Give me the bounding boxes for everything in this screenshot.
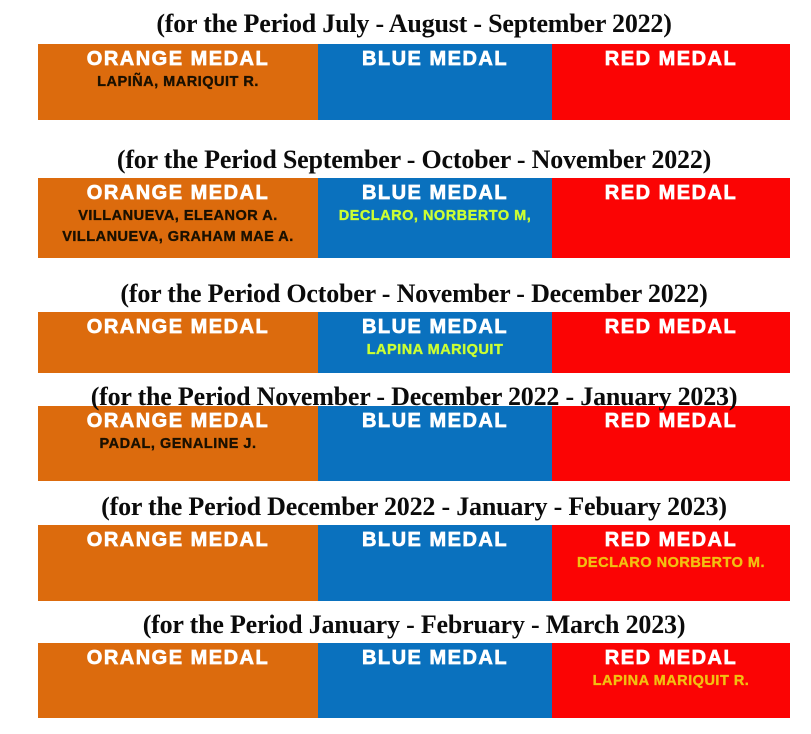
orange-medal-label: ORANGE MEDAL [86, 529, 270, 551]
period-title: (for the Period October - November - December 2022) [120, 279, 708, 308]
medal-band [38, 312, 790, 373]
awardee-name: VILLANUEVA, ELEANOR A. [78, 208, 278, 224]
orange-medal-cell [38, 643, 318, 718]
medal-band [38, 525, 790, 601]
awardee-name: DECLARO NORBERTO M. [576, 555, 766, 571]
orange-medal-cell [38, 312, 318, 373]
period-block-5 [38, 491, 790, 601]
blue-medal-label: BLUE MEDAL [361, 529, 509, 551]
orange-medal-cell [38, 178, 318, 258]
red-medal-label: RED MEDAL [604, 182, 738, 204]
period-block-3 [38, 278, 790, 373]
blue-medal-label: BLUE MEDAL [361, 647, 509, 669]
red-medal-cell [552, 643, 790, 718]
orange-medal-label: ORANGE MEDAL [86, 182, 270, 204]
orange-medal-label: ORANGE MEDAL [86, 647, 270, 669]
red-medal-label: RED MEDAL [604, 316, 738, 338]
blue-medal-cell [318, 44, 552, 120]
red-medal-label: RED MEDAL [604, 529, 738, 551]
red-medal-label: RED MEDAL [604, 647, 738, 669]
blue-medal-cell [318, 525, 552, 601]
red-medal-label: RED MEDAL [604, 410, 738, 432]
red-medal-cell [552, 178, 790, 258]
red-medal-cell [552, 312, 790, 373]
period-block-6 [38, 609, 790, 718]
awardee-name: LAPINA MARIQUIT [366, 342, 504, 358]
medal-band [38, 406, 790, 481]
red-medal-cell [552, 525, 790, 601]
awardee-name: LAPINA MARIQUIT R. [592, 673, 750, 689]
period-title: (for the Period January - February - March 2023) [142, 610, 686, 639]
awardee-name: VILLANUEVA, GRAHAM MAE A. [62, 229, 294, 245]
period-title: (for the Period September - October - November 2022) [116, 145, 712, 174]
blue-medal-cell [318, 178, 552, 258]
period-block-4 [38, 381, 790, 481]
orange-medal-label: ORANGE MEDAL [86, 316, 270, 338]
blue-medal-cell [318, 406, 552, 481]
medal-band [38, 44, 790, 120]
awardee-name: PADAL, GENALINE J. [99, 436, 257, 452]
blue-medal-cell [318, 312, 552, 373]
blue-medal-label: BLUE MEDAL [361, 182, 509, 204]
blue-medal-label: BLUE MEDAL [361, 410, 509, 432]
period-block-1 [38, 8, 790, 120]
period-title: (for the Period July - August - September 2022) [156, 9, 672, 38]
period-title: (for the Period December 2022 - January - Febuary 2023) [101, 492, 727, 521]
red-medal-cell [552, 406, 790, 481]
orange-medal-label: ORANGE MEDAL [86, 410, 270, 432]
orange-medal-cell [38, 44, 318, 120]
blue-medal-label: BLUE MEDAL [361, 48, 509, 70]
red-medal-label: RED MEDAL [604, 48, 738, 70]
orange-medal-cell [38, 406, 318, 481]
blue-medal-label: BLUE MEDAL [361, 316, 509, 338]
blue-medal-cell [318, 643, 552, 718]
medal-band [38, 178, 790, 258]
awardee-name: LAPIÑA, MARIQUIT R. [97, 74, 259, 90]
awards-sheet [0, 8, 790, 718]
awardee-name: DECLARO, NORBERTO M, [338, 208, 532, 224]
orange-medal-label: ORANGE MEDAL [86, 48, 270, 70]
period-block-2 [38, 144, 790, 258]
orange-medal-cell [38, 525, 318, 601]
red-medal-cell [552, 44, 790, 120]
medal-band [38, 643, 790, 718]
period-title: (for the Period November - December 2022 - January 2023) [90, 382, 738, 411]
